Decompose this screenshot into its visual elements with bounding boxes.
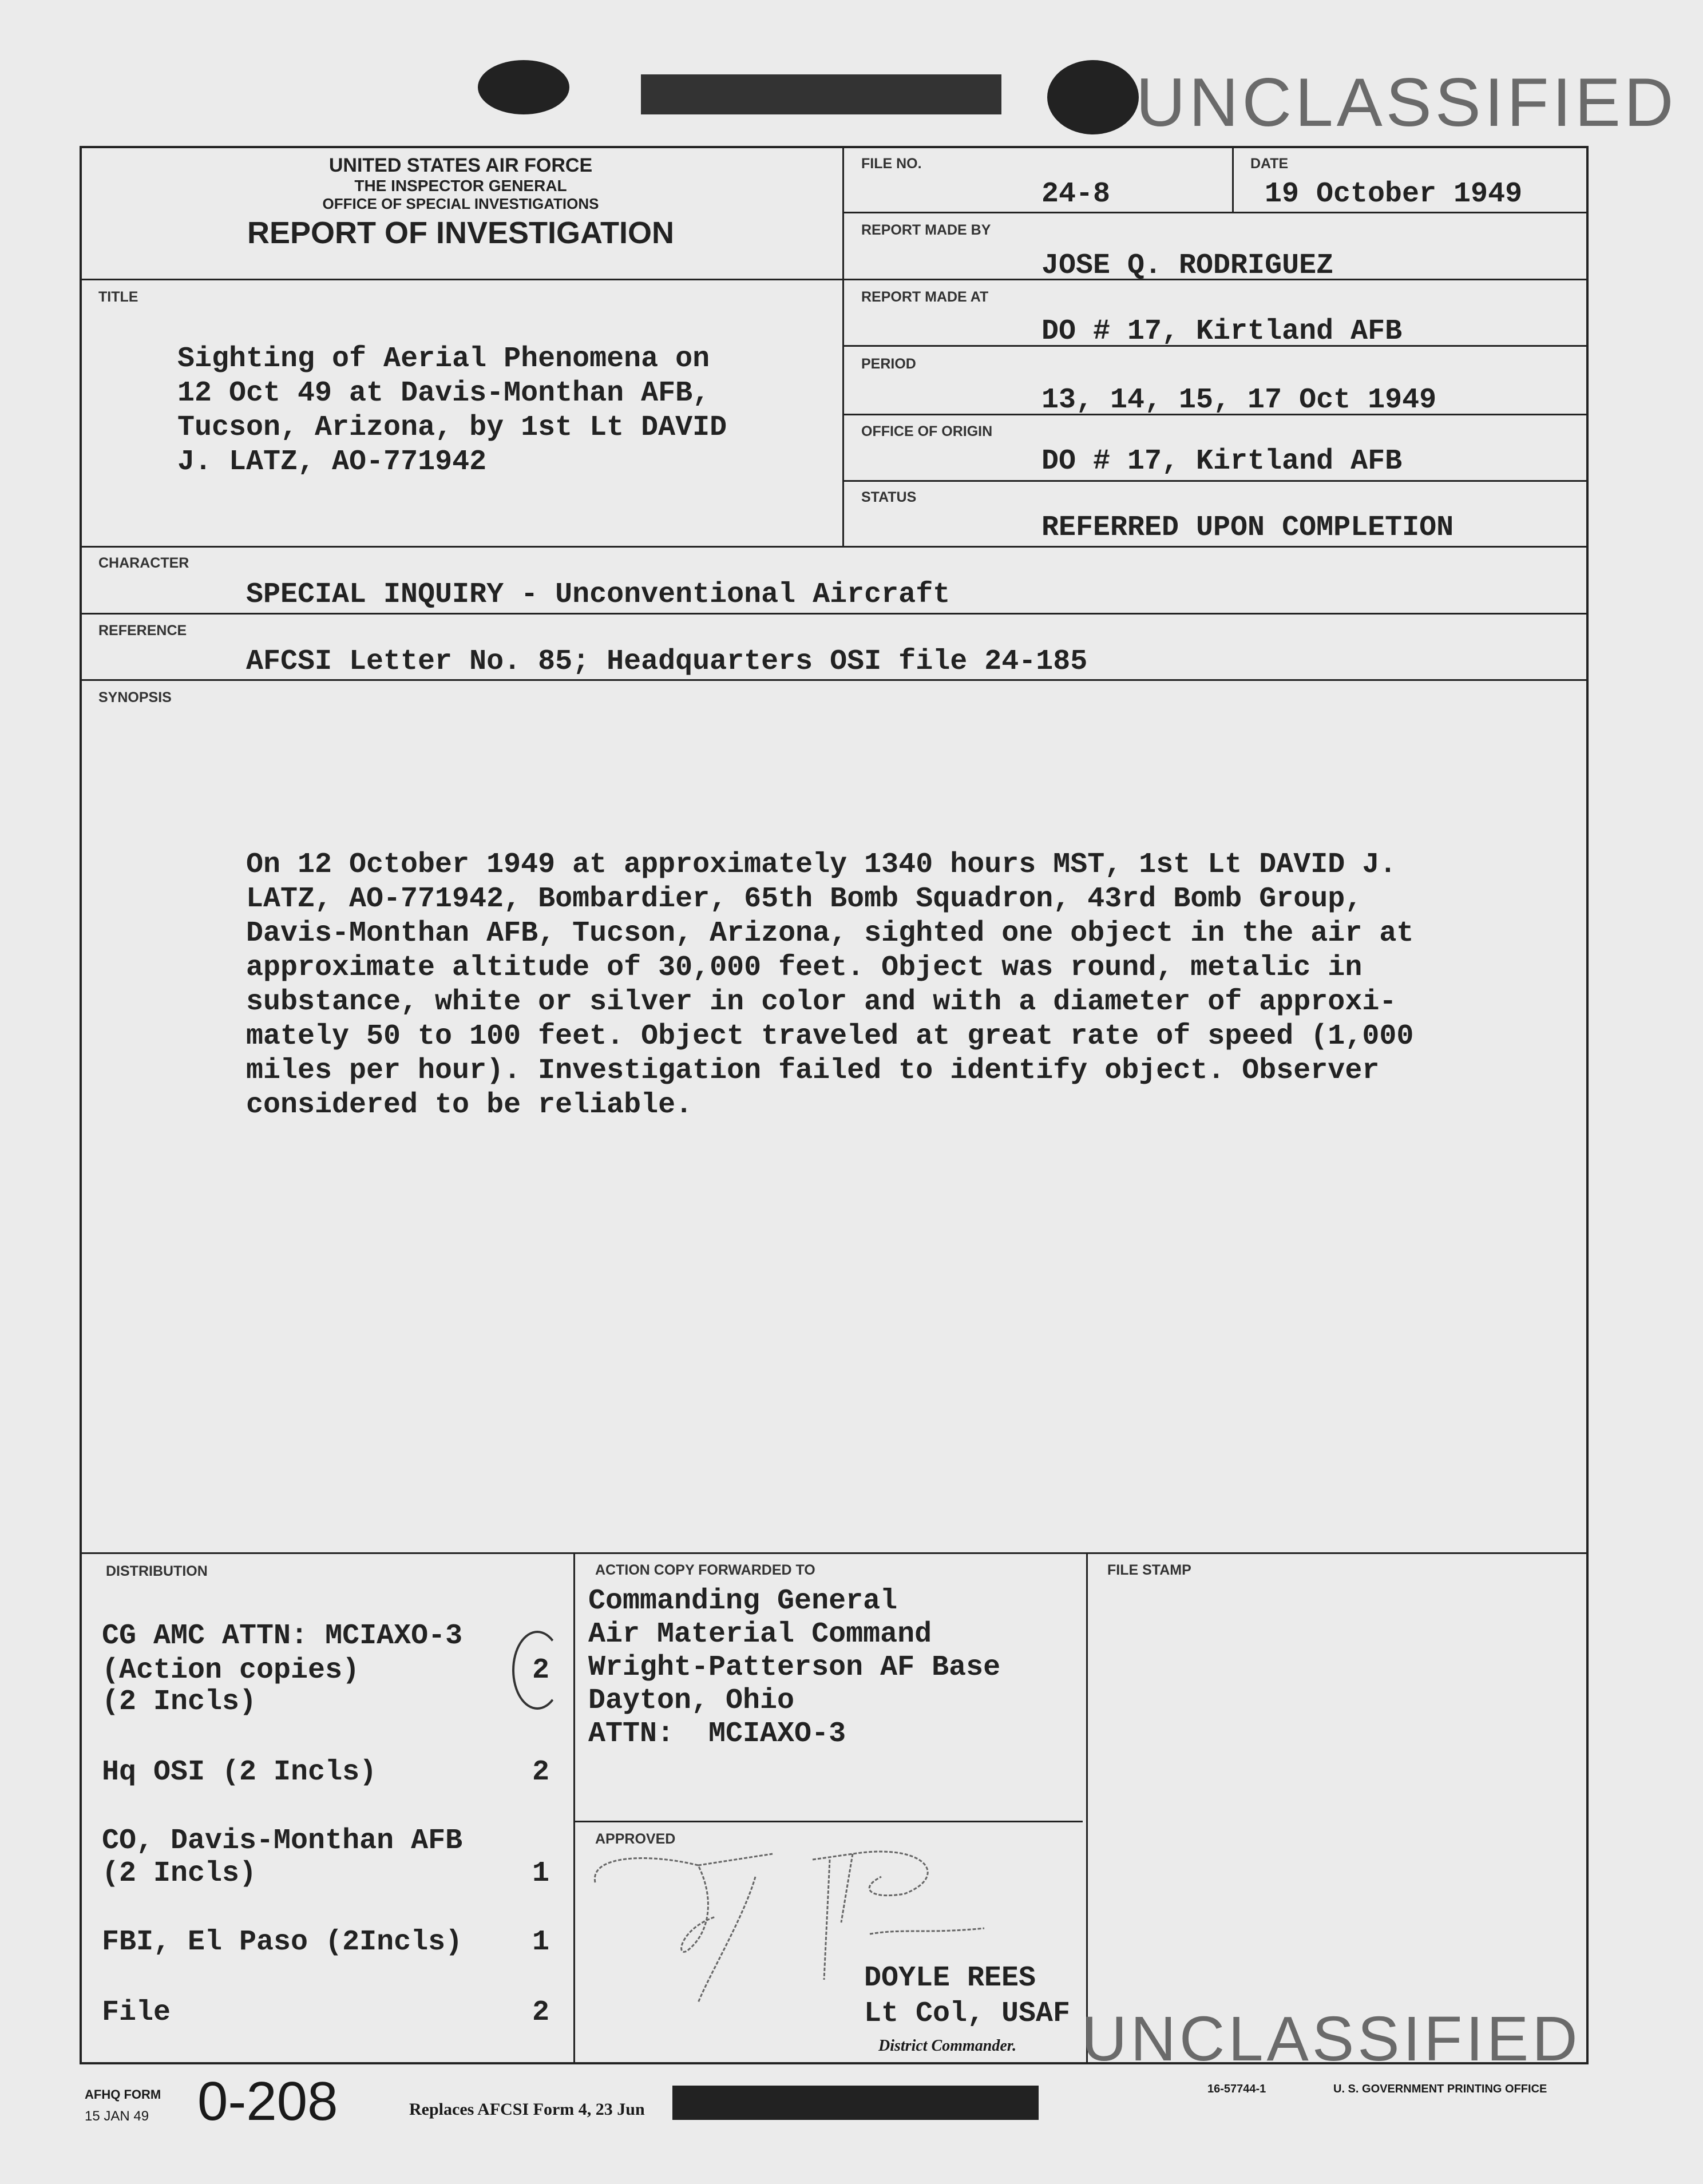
reference-value: AFCSI Letter No. 85; Headquarters OSI file 24-185 (246, 645, 1088, 678)
address-line: Dayton, Ohio (588, 1684, 795, 1717)
address-line: Air Material Command (588, 1618, 932, 1651)
title-line: J. LATZ, AO-771942 (177, 446, 487, 478)
approved-label: APPROVED (595, 1831, 676, 1847)
form-date: 15 JAN 49 (85, 2108, 149, 2124)
address-line: Wright-Patterson AF Base (588, 1651, 1001, 1684)
dist-item-2-line: Hq OSI (2 Incls) (102, 1756, 377, 1789)
dist-item-5-count: 2 (532, 1996, 550, 2029)
form-title: REPORT OF INVESTIGATION (247, 216, 675, 250)
address-line: ATTN: MCIAXO-3 (588, 1718, 846, 1750)
office-of-origin-value: DO # 17, Kirtland AFB (1041, 445, 1403, 478)
title-line: Sighting of Aerial Phenomena on (177, 343, 710, 375)
status-value: REFERRED UPON COMPLETION (1041, 512, 1454, 544)
form-label: AFHQ FORM (85, 2087, 161, 2102)
report-made-by-label: REPORT MADE BY (861, 222, 991, 238)
redacted-footer (672, 2086, 1039, 2120)
action-copy-address (588, 1585, 1000, 1751)
unclassified-stamp-bottom: UNCLASSIFIED (1082, 2004, 1581, 2074)
dist-item-5-line: File (102, 1996, 171, 2029)
file-no-value: 24-8 (1041, 178, 1111, 211)
redacted-classification (641, 74, 1001, 114)
report-made-at-label: REPORT MADE AT (861, 289, 989, 305)
org-line-3: OFFICE OF SPECIAL INVESTIGATIONS (322, 195, 599, 212)
file-stamp-label: FILE STAMP (1107, 1562, 1191, 1578)
office-of-origin-label: OFFICE OF ORIGIN (861, 423, 993, 439)
synopsis-text (246, 848, 1413, 1123)
report-made-at-value: DO # 17, Kirtland AFB (1041, 315, 1403, 348)
synopsis-line: approximate altitude of 30,000 feet. Object was round, metalic in (246, 952, 1363, 984)
period-label: PERIOD (861, 356, 916, 372)
synopsis-line: miles per hour). Investigation failed to identify object. Observer (246, 1055, 1380, 1087)
action-copy-label: ACTION COPY FORWARDED TO (595, 1562, 815, 1578)
replaces-note: Replaces AFCSI Form 4, 23 Jun (409, 2100, 645, 2119)
reference-label: REFERENCE (98, 623, 187, 639)
title-label: TITLE (98, 289, 138, 305)
unclassified-stamp-top: UNCLASSIFIED (1136, 64, 1677, 141)
status-label: STATUS (861, 489, 917, 505)
approver-position: District Commander. (878, 2037, 1017, 2055)
printer-name: U. S. GOVERNMENT PRINTING OFFICE (1333, 2083, 1547, 2095)
dist-item-1-line: CG AMC ATTN: MCIAXO-3 (102, 1620, 463, 1652)
period-value: 13, 14, 15, 17 Oct 1949 (1041, 384, 1437, 417)
hole-punch-left (478, 60, 569, 114)
date-value: 19 October 1949 (1265, 178, 1523, 211)
dist-item-1-count: 2 (532, 1654, 550, 1687)
title-line: Tucson, Arizona, by 1st Lt DAVID (177, 411, 727, 444)
synopsis-line: considered to be reliable. (246, 1089, 693, 1121)
hole-punch-right (1047, 60, 1139, 134)
character-label: CHARACTER (98, 555, 189, 571)
title-line: 12 Oct 49 at Davis-Monthan AFB, (177, 377, 710, 410)
dist-item-4-count: 1 (532, 1926, 550, 1959)
print-code: 16-57744-1 (1207, 2083, 1266, 2095)
distribution-label: DISTRIBUTION (106, 1563, 208, 1579)
synopsis-line: On 12 October 1949 at approximately 1340 hours MST, 1st Lt DAVID J. (246, 849, 1397, 881)
org-line-2: THE INSPECTOR GENERAL (354, 177, 567, 195)
synopsis-line: substance, white or silver in color and with a diameter of approxi- (246, 986, 1397, 1018)
character-value: SPECIAL INQUIRY - Unconventional Aircraft (246, 578, 950, 611)
dist-item-1-line: (2 Incls) (102, 1686, 257, 1718)
form-number: 0-208 (197, 2071, 338, 2132)
dist-item-3-line: (2 Incls) (102, 1857, 257, 1890)
approver-name: DOYLE REES (864, 1962, 1036, 1995)
synopsis-line: LATZ, AO-771942, Bombardier, 65th Bomb Squadron, 43rd Bomb Group, (246, 883, 1363, 915)
report-made-by-value: JOSE Q. RODRIGUEZ (1041, 249, 1334, 282)
date-label: DATE (1250, 156, 1289, 172)
synopsis-line: Davis-Monthan AFB, Tucson, Arizona, sighted one object in the air at (246, 917, 1414, 950)
file-no-label: FILE NO. (861, 156, 922, 172)
synopsis-line: mately 50 to 100 feet. Object traveled at great rate of speed (1,000 (246, 1020, 1414, 1053)
dist-item-3-line: CO, Davis-Monthan AFB (102, 1825, 463, 1857)
dist-item-4-line: FBI, El Paso (2Incls) (102, 1926, 463, 1959)
approver-rank: Lt Col, USAF (864, 1997, 1071, 2030)
dist-item-3-count: 1 (532, 1857, 550, 1890)
address-line: Commanding General (588, 1585, 898, 1618)
dist-item-2-count: 2 (532, 1756, 550, 1789)
org-line-1: UNITED STATES AIR FORCE (328, 154, 593, 176)
dist-item-1-line: (Action copies) (102, 1654, 360, 1687)
form-header (195, 154, 727, 251)
synopsis-label: SYNOPSIS (98, 689, 172, 705)
title-value (177, 342, 727, 479)
